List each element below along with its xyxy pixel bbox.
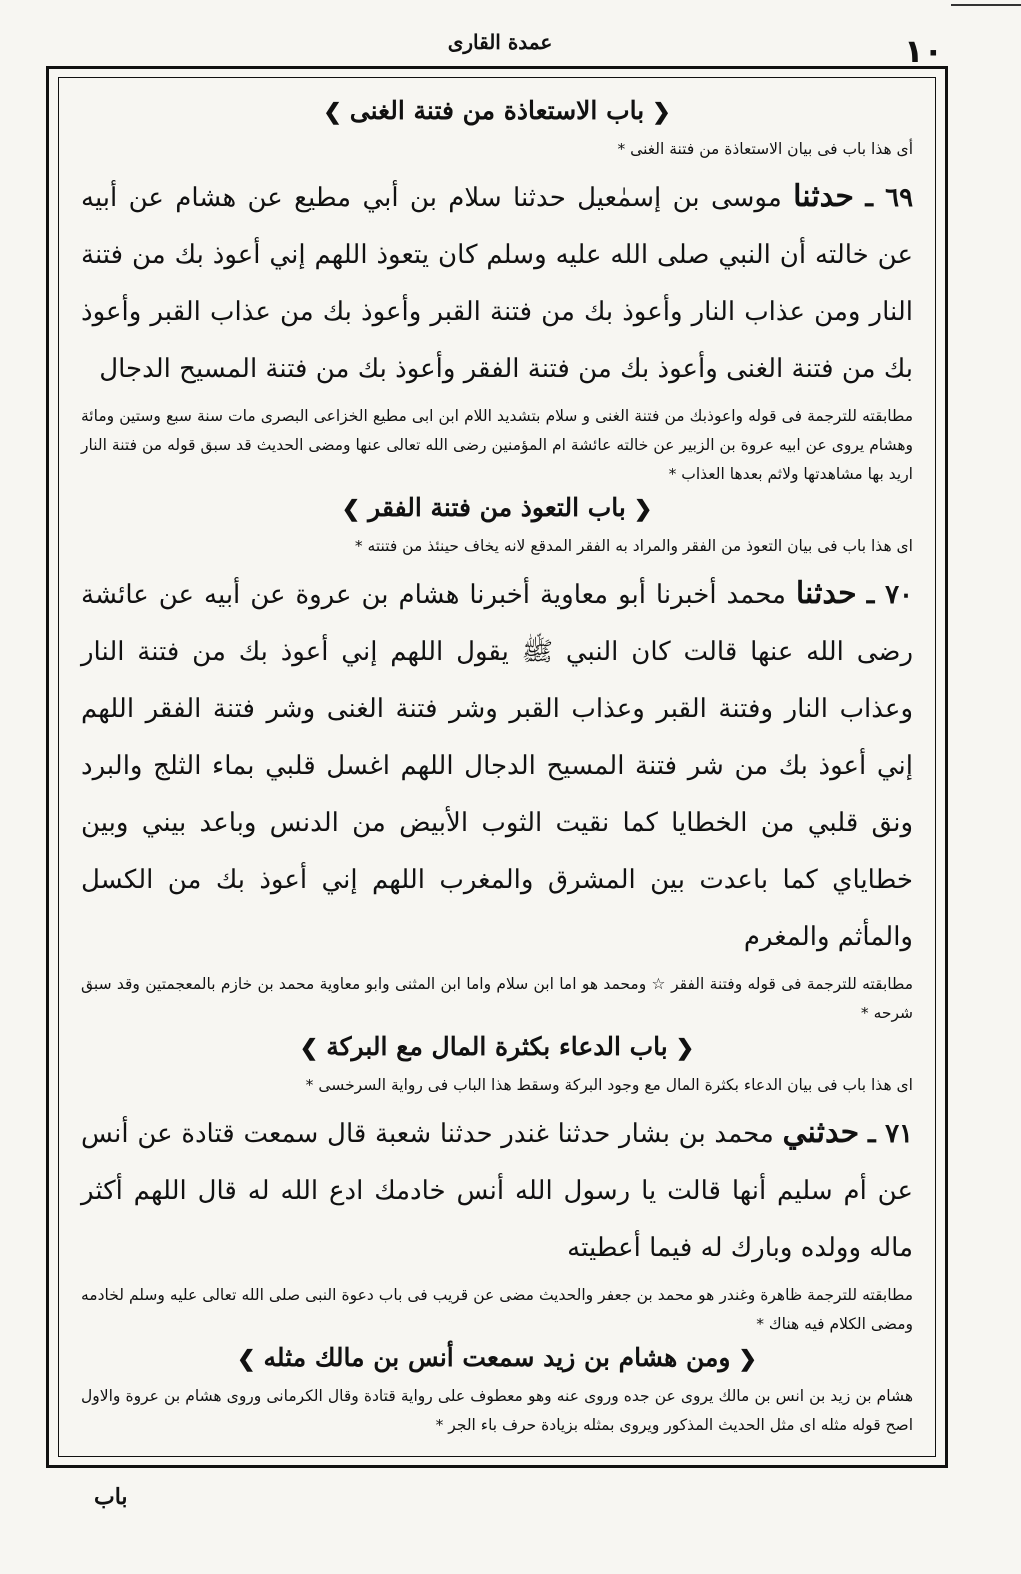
heading-ornament-icon: ❮ (652, 99, 671, 125)
heading-ornament-icon: ❯ (341, 496, 361, 522)
top-rule (951, 4, 1021, 6)
commentary-paragraph: مطابقته للترجمة ظاهرة وغندر هو محمد بن جعفر والحديث مضى عن قريب فى باب دعوة النبى صلى الله تعالى عليه وسلم لخادمه ومضى الكلام فيه هناك * (81, 1286, 913, 1333)
hadith-paragraph (81, 565, 913, 966)
hadith-number: ٧١ ـ (867, 1119, 914, 1149)
hadith-text: محمد أخبرنا أبو معاوية أخبرنا هشام بن عروة عن أبيه عن عائشة رضى الله عنها قالت كان النبي ﷺ يقول اللهم إني أعوذ بك من فتنة النار وعذاب النار وفتنة القبر وعذاب القبر وشر فتنة الغنى وشر فتنة الفقر اللهم إني أعوذ بك من شر فتنة المسيح الدجال اللهم اغسل قلبي بماء الثلج والبرد ونق قلبي من الخطايا كما نقيت الثوب الأبيض من الدنس وباعد بيني وبين خطاياي كما باعدت بين المشرق والمغرب اللهم إني أعوذ بك من الكسل والمأثم والمغرم (81, 580, 913, 952)
hadith-lead-word: حدثنا (793, 179, 854, 214)
hadith-paragraph (81, 1104, 913, 1277)
heading-text: باب الدعاء بكثرة المال مع البركة (326, 1032, 668, 1061)
running-title: عمدة القاری (447, 30, 553, 54)
commentary-paragraph: أى هذا باب فى بيان الاستعاذة من فتنة الغنى * (617, 140, 913, 158)
heading-text: باب التعوذ من فتنة الفقر (368, 493, 626, 522)
hadith-lead-word: حدثنا (795, 576, 857, 611)
catchword: باب (94, 1484, 128, 1510)
chapter-heading (81, 1343, 913, 1372)
heading-text: باب الاستعاذة من فتنة الغنى (349, 96, 645, 125)
commentary-paragraph: اى هذا باب فى بيان الدعاء بكثرة المال مع وجود البركة وسقط هذا الباب فى رواية السرخسى * (305, 1076, 913, 1094)
chapter-heading (81, 1032, 913, 1061)
page-number: ١٠ (903, 32, 943, 70)
hadith-text: محمد بن بشار حدثنا غندر حدثنا شعبة قال سمعت قتادة عن أنس عن أم سليم أنها قالت يا رسول الله أنس خادمك ادع الله له قال اللهم أكثر ماله وولده وبارك له فيما أعطيته (81, 1119, 913, 1263)
heading-ornament-icon: ❯ (323, 99, 342, 125)
hadith-paragraph (81, 168, 913, 398)
chapter-heading (81, 493, 913, 522)
chapter-heading (81, 96, 913, 125)
commentary-paragraph: مطابقته للترجمة فى قوله واعوذبك من فتنة الغنى و سلام بتشديد اللام ابن ابى مطيع الخزاعى البصرى مات سنة سبع وستين ومائة وهشام يروى عن ابيه عروة بن الزبير عن خالته عائشة ام المؤمنين رضى الله تعالى عنها ومضى الحديث قد سبق قوله من فتنة النار اريد بها مشاهدتها ولاثم بعدها العذاب * (81, 407, 913, 483)
hadith-lead-word: حدثني (782, 1115, 860, 1150)
heading-text: ومن هشام بن زيد سمعت أنس بن مالك مثله (263, 1343, 731, 1372)
page-body (58, 77, 936, 1457)
hadith-text: موسى بن إسمٰعيل حدثنا سلام بن أبي مطيع عن هشام عن أبيه عن خالته أن النبي صلى الله عليه وسلم كان يتعوذ اللهم إني أعوذ بك من فتنة النار ومن عذاب النار وأعوذ بك من فتنة القبر وأعوذ بك من عذاب القبر وأعوذ بك من فتنة الغنى وأعوذ بك من فتنة الفقر وأعوذ بك من فتنة المسيح الدجال (81, 183, 913, 384)
heading-ornament-icon: ❯ (299, 1035, 319, 1061)
hadith-number: ٧٠ ـ (866, 580, 914, 610)
heading-ornament-icon: ❮ (738, 1346, 757, 1372)
commentary-paragraph: مطابقته للترجمة فى قوله وفتنة الفقر ☆ ومحمد هو اما ابن سلام واما ابن المثنى وابو معاوية محمد بن خازم بالمعجمتين وقد سبق شرحه * (81, 975, 913, 1022)
commentary-paragraph: هشام بن زيد بن انس بن مالك يروى عن جده وروى عنه وهو معطوف على رواية قتادة وقال الكرمانى وروى هشام بن عروة والاول اصح قوله مثله اى مثل الحديث المذكور ويروى بمثله بزيادة حرف باء الجر * (81, 1387, 913, 1434)
heading-ornament-icon: ❮ (675, 1035, 695, 1061)
heading-ornament-icon: ❯ (237, 1346, 256, 1372)
heading-ornament-icon: ❮ (633, 496, 653, 522)
commentary-paragraph: اى هذا باب فى بيان التعوذ من الفقر والمراد به الفقر المدقع لانه يخاف حينئذ من فتنته * (354, 537, 913, 555)
hadith-number: ٦٩ ـ (865, 183, 914, 213)
page-frame (46, 66, 948, 1468)
